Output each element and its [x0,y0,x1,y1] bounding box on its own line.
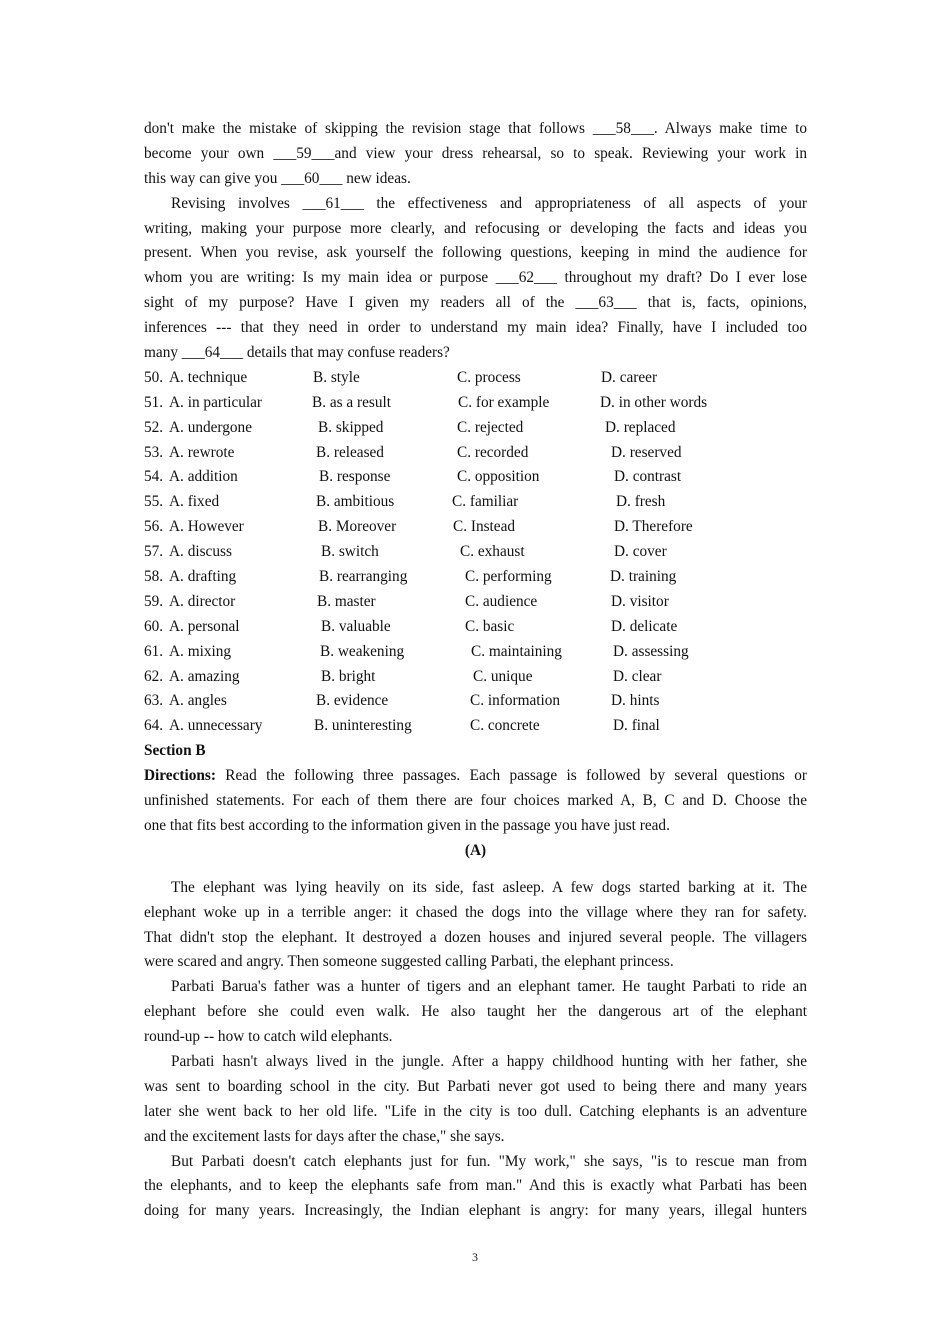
passage-line: many ___64___ details that may confuse readers? [144,344,450,362]
option-d: D. delicate [611,617,678,635]
option-c: C. concrete [470,717,540,735]
option-b: B. rearranging [319,568,408,586]
passage-line: elephant woke up in a terrible anger: it chased the dogs into the village where they ran for safety. [144,903,807,921]
option-b: B. uninteresting [314,717,412,735]
question-number: 57. [144,543,164,561]
question-row [144,490,807,515]
option-d: D. career [601,368,658,386]
option-a: A. technique [169,368,248,386]
option-d: D. training [610,568,677,586]
passage-line: become your own ___59___and view your dress rehearsal, so to speak. Reviewing your work in [144,144,807,162]
question-row [144,441,807,466]
option-c: C. process [457,368,521,386]
option-a: A. personal [169,617,240,635]
option-a: A. drafting [169,568,237,586]
option-c: C. maintaining [471,642,562,660]
passage-line: the elephants, and to keep the elephants safe from man." And this is exactly what Parbati has been [144,1177,807,1195]
question-number: 63. [144,692,164,710]
question-row [144,416,807,441]
passage-line: Parbati Barua's father was a hunter of tigers and an elephant tamer. He taught Parbati to ride an [171,978,807,996]
passage-line: present. When you revise, ask yourself the following questions, keeping in mind the audience for [144,244,807,262]
question-row [144,565,807,590]
passage-line: Revising involves ___61___ the effectiveness and appropriateness of all aspects of your [171,194,807,212]
passage-a [144,876,807,1224]
passage-line: inferences --- that they need in order to understand my main idea? Finally, have I included too [144,319,807,337]
question-row [144,640,807,665]
option-b: B. skipped [318,418,384,436]
option-d: D. fresh [616,493,666,511]
question-number: 62. [144,667,164,685]
question-row [144,714,807,739]
option-c: C. familiar [452,493,519,511]
question-row [144,590,807,615]
passage-line: and the excitement lasts for days after the chase," she says. [144,1127,505,1145]
question-number: 60. [144,617,164,635]
question-list [144,366,807,739]
option-b: B. weakening [320,642,405,660]
option-d: D. contrast [614,468,682,486]
option-d: D. reserved [611,443,682,461]
option-b: B. style [313,368,360,386]
question-number: 64. [144,717,164,735]
option-a: A. discuss [169,543,232,561]
question-number: 50. [144,368,164,386]
question-row [144,391,807,416]
question-row [144,366,807,391]
option-b: B. response [319,468,391,486]
option-c: C. basic [465,617,515,635]
option-c: C. performing [465,568,552,586]
option-d: D. hints [611,692,660,710]
option-d: D. final [613,717,660,735]
option-b: B. bright [321,667,376,685]
question-number: 51. [144,393,164,411]
passage-line: writing, making your purpose more clearly, and refocusing or developing the facts and ideas you [144,219,807,237]
option-c: C. unique [473,667,533,685]
option-a: A. director [169,592,236,610]
option-c: C. exhaust [460,543,525,561]
passage-line: elephant before she could even walk. He also taught her the dangerous art of the elephant [144,1003,807,1021]
passage-line: Parbati hasn't always lived in the jungle. After a happy childhood hunting with her father, she [171,1052,807,1070]
question-number: 54. [144,468,164,486]
option-b: B. master [317,592,376,610]
option-b: B. ambitious [316,493,395,511]
option-d: D. in other words [600,393,708,411]
question-row [144,515,807,540]
option-d: D. Therefore [614,518,693,536]
option-a: A. However [169,518,244,536]
option-b: B. Moreover [318,518,397,536]
option-c: C. audience [465,592,538,610]
directions-text: Read the following three passages. Each passage is followed by several questions or [215,767,807,785]
option-d: D. visitor [611,592,669,610]
passage-line: doing for many years. Increasingly, the Indian elephant is angry: for many years, illegal hunters [144,1202,807,1220]
option-b: B. released [316,443,384,461]
option-d: D. cover [614,543,667,561]
directions-line: unfinished statements. For each of them there are four choices marked A, B, C and D. Choose the [144,792,807,810]
option-c: C. opposition [457,468,540,486]
question-number: 53. [144,443,164,461]
directions-label: Directions: [144,767,216,785]
option-b: B. evidence [316,692,389,710]
option-d: D. replaced [605,418,676,436]
question-number: 55. [144,493,164,511]
option-c: C. for example [458,393,550,411]
option-c: C. information [470,692,561,710]
passage-label: (A) [464,841,487,859]
option-a: A. unnecessary [169,717,263,735]
option-c: C. Instead [453,518,516,536]
passage-line: was sent to boarding school in the city. But Parbati never got used to being there and many years [144,1077,807,1095]
passage-line: But Parbati doesn't catch elephants just for fun. "My work," she says, "is to rescue man from [171,1152,807,1170]
passage-line: sight of my purpose? Have I given my readers all of the ___63___ that is, facts, opinions, [144,294,807,312]
option-a: A. undergone [169,418,252,436]
question-number: 56. [144,518,164,536]
question-number: 52. [144,418,164,436]
page-number: 3 [472,1250,478,1264]
passage-line: were scared and angry. Then someone suggested calling Parbati, the elephant princess. [144,953,674,971]
question-row [144,540,807,565]
section-heading: Section B [144,742,206,760]
passage-line: That didn't stop the elephant. It destroyed a dozen houses and injured several people. The villagers [144,928,807,946]
directions-line [144,764,807,789]
passage-line: round-up -- how to catch wild elephants. [144,1028,393,1046]
passage-line: this way can give you ___60___ new ideas. [144,169,411,187]
document-page [144,117,807,1224]
question-row [144,689,807,714]
option-a: A. angles [169,692,227,710]
question-number: 58. [144,568,164,586]
section-b [144,739,807,863]
question-row [144,665,807,690]
option-a: A. mixing [169,642,232,660]
option-a: A. fixed [169,493,220,511]
question-number: 59. [144,592,164,610]
option-a: A. rewrote [169,443,235,461]
option-a: A. addition [169,468,238,486]
option-c: C. recorded [457,443,529,461]
question-row [144,615,807,640]
question-row [144,465,807,490]
option-d: D. clear [613,667,662,685]
directions-line: one that fits best according to the information given in the passage you have just read. [144,816,670,834]
option-d: D. assessing [613,642,689,660]
option-b: B. switch [321,543,379,561]
question-number: 61. [144,642,164,660]
passage-line: later she went back to her old life. "Life in the city is too dull. Catching elephants is an adventure [144,1102,807,1120]
passage-line: don't make the mistake of skipping the revision stage that follows ___58___. Always make time to [144,120,807,137]
option-b: B. valuable [321,617,391,635]
option-a: A. in particular [169,393,263,411]
cloze-passage [144,117,807,366]
passage-line: The elephant was lying heavily on its side, fast asleep. A few dogs started barking at it. The [171,878,807,896]
option-b: B. as a result [312,393,392,411]
passage-line: whom you are writing: Is my main idea or purpose ___62___ throughout my draft? Do I ever lose [144,269,807,287]
option-c: C. rejected [457,418,524,436]
option-a: A. amazing [169,667,240,685]
